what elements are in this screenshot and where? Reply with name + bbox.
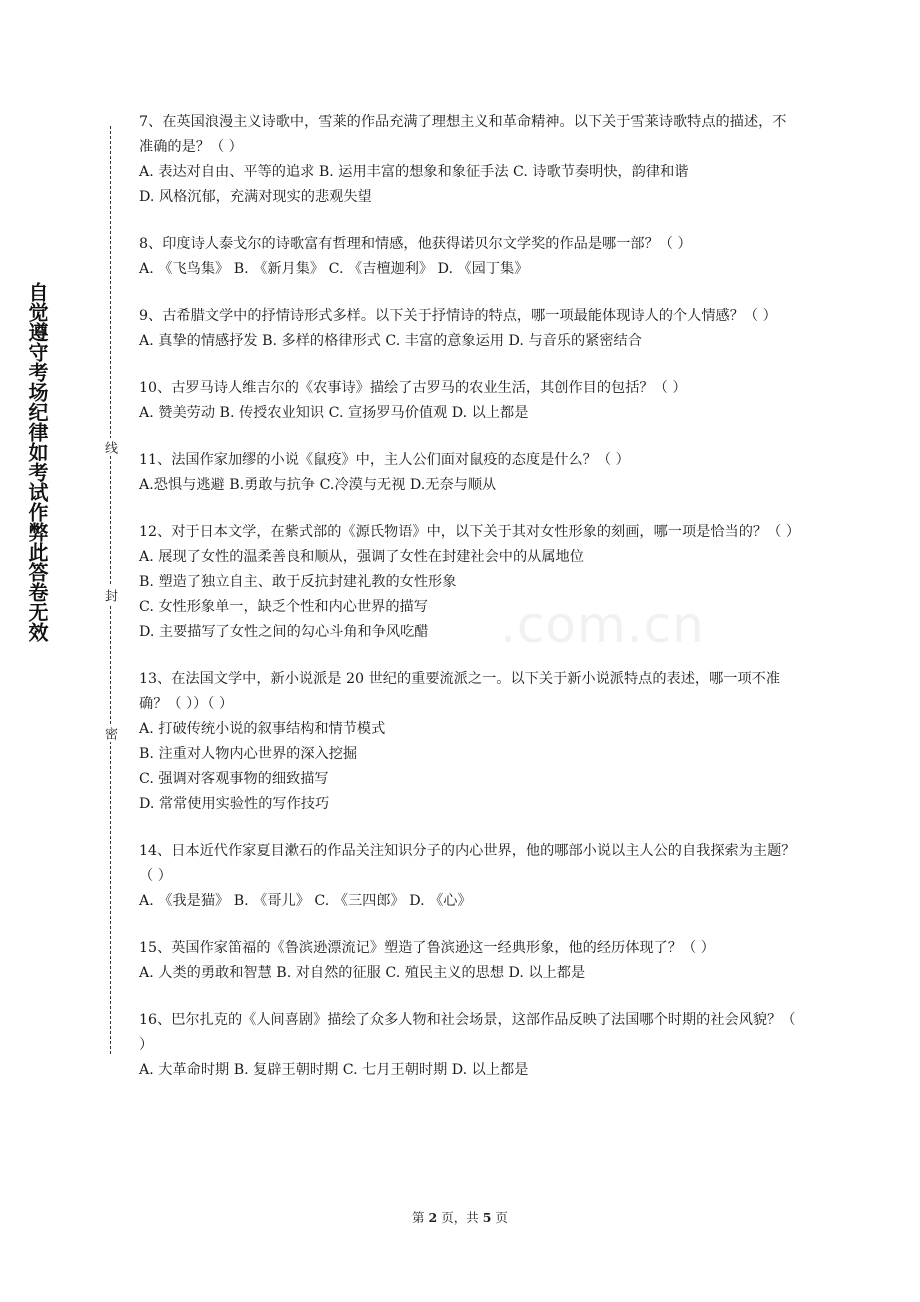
option-list [139,545,799,645]
page-footer [0,1208,920,1226]
footer-current-page: 2 [428,1210,438,1225]
question-block [139,936,799,986]
option-line: A. 展现了女性的温柔善良和顺从，强调了女性在封建社会中的从属地位 [139,549,584,565]
question-text: 12、对于日本文学，在紫式部的《源氏物语》中，以下关于其对女性形象的刻画，哪一项是恰当的？（ ） [139,524,801,540]
option-list [139,160,799,210]
option-list [139,1058,799,1083]
side-notice: 自觉遵守考场纪律如考试作弊此答卷无效 [25,282,49,642]
question-text: 10、古罗马诗人维吉尔的《农事诗》描绘了古罗马的农业生活，其创作目的包括？（ ） [139,380,687,396]
question-block [139,520,799,645]
question-block [139,110,799,210]
option-line: A. 《飞鸟集》 B. 《新月集》 C. 《吉檀迦利》 D. 《园丁集》 [139,261,529,277]
option-list [139,717,799,817]
question-text: 8、印度诗人泰戈尔的诗歌富有哲理和情感，他获得诺贝尔文学奖的作品是哪一部？（ ） [139,236,692,252]
option-list [139,473,799,498]
question-block [139,1008,799,1083]
option-line: A. 人类的勇敢和智慧 B. 对自然的征服 C. 殖民主义的思想 D. 以上都是 [139,965,586,981]
option-line: A. 真挚的情感抒发 B. 多样的格律形式 C. 丰富的意象运用 D. 与音乐的紧密结合 [139,333,642,349]
footer-suffix: 页 [495,1210,508,1225]
watermark: .com.cn [500,596,705,654]
question-block [139,667,799,817]
option-list [139,401,799,426]
option-line: A.恐惧与逃避 B.勇敢与抗争 C.冷漠与无视 D.无奈与顺从 [139,477,497,493]
option-line: D. 风格沉郁，充满对现实的悲观失望 [139,189,372,205]
binding-label-seal: 封 [104,586,118,604]
option-line: B. 注重对人物内心世界的深入挖掘 [139,746,358,762]
option-line: D. 常常使用实验性的写作技巧 [139,796,330,812]
option-list [139,329,799,354]
question-text: 14、日本近代作家夏目漱石的作品关注知识分子的内心世界，他的哪部小说以主人公的自我探索为主题？（ ） [139,843,796,884]
footer-total-pages: 5 [482,1210,492,1225]
question-list [139,110,799,1105]
option-line: C. 强调对客观事物的细致描写 [139,771,329,787]
question-block [139,304,799,354]
option-line: C. 女性形象单一，缺乏个性和内心世界的描写 [139,599,428,615]
question-text: 7、在英国浪漫主义诗歌中，雪莱的作品充满了理想主义和革命精神。以下关于雪莱诗歌特点的描述，不准确的是？（ ） [139,114,787,155]
option-line: A. 表达对自由、平等的追求 B. 运用丰富的想象和象征手法 C. 诗歌节奏明快，韵律和谐 [139,164,689,180]
question-text: 16、巴尔扎克的《人间喜剧》描绘了众多人物和社会场景，这部作品反映了法国哪个时期的社会风貌？（ ） [139,1012,796,1053]
question-block [139,839,799,914]
option-line: B. 塑造了独立自主、敢于反抗封建礼教的女性形象 [139,574,457,590]
option-line: D. 主要描写了女性之间的勾心斗角和争风吃醋 [139,624,429,640]
question-text: 11、法国作家加缪的小说《鼠疫》中，主人公们面对鼠疫的态度是什么？（ ） [139,452,630,468]
question-block [139,448,799,498]
question-text: 13、在法国文学中，新小说派是 20 世纪的重要流派之一。以下关于新小说派特点的表述，哪一项不准确？（ ））（ ） [139,671,781,712]
binding-label-line: 线 [104,438,118,456]
footer-prefix: 第 [412,1210,425,1225]
question-text: 15、英国作家笛福的《鲁滨逊漂流记》塑造了鲁滨逊这一经典形象，他的经历体现了？（ ） [139,940,715,956]
option-line: A. 大革命时期 B. 复辟王朝时期 C. 七月王朝时期 D. 以上都是 [139,1062,529,1078]
binding-label-secret: 密 [104,724,118,742]
footer-mid: 页，共 [441,1210,479,1225]
option-line: A. 打破传统小说的叙事结构和情节模式 [139,721,386,737]
option-line: A. 《我是猫》 B. 《哥儿》 C. 《三四郎》 D. 《心》 [139,893,472,909]
option-list [139,257,799,282]
question-block [139,232,799,282]
question-text: 9、古希腊文学中的抒情诗形式多样。以下关于抒情诗的特点，哪一项最能体现诗人的个人情感？（ ） [139,308,777,324]
option-list [139,889,799,914]
question-block [139,376,799,426]
option-line: A. 赞美劳动 B. 传授农业知识 C. 宣扬罗马价值观 D. 以上都是 [139,405,529,421]
option-list [139,961,799,986]
